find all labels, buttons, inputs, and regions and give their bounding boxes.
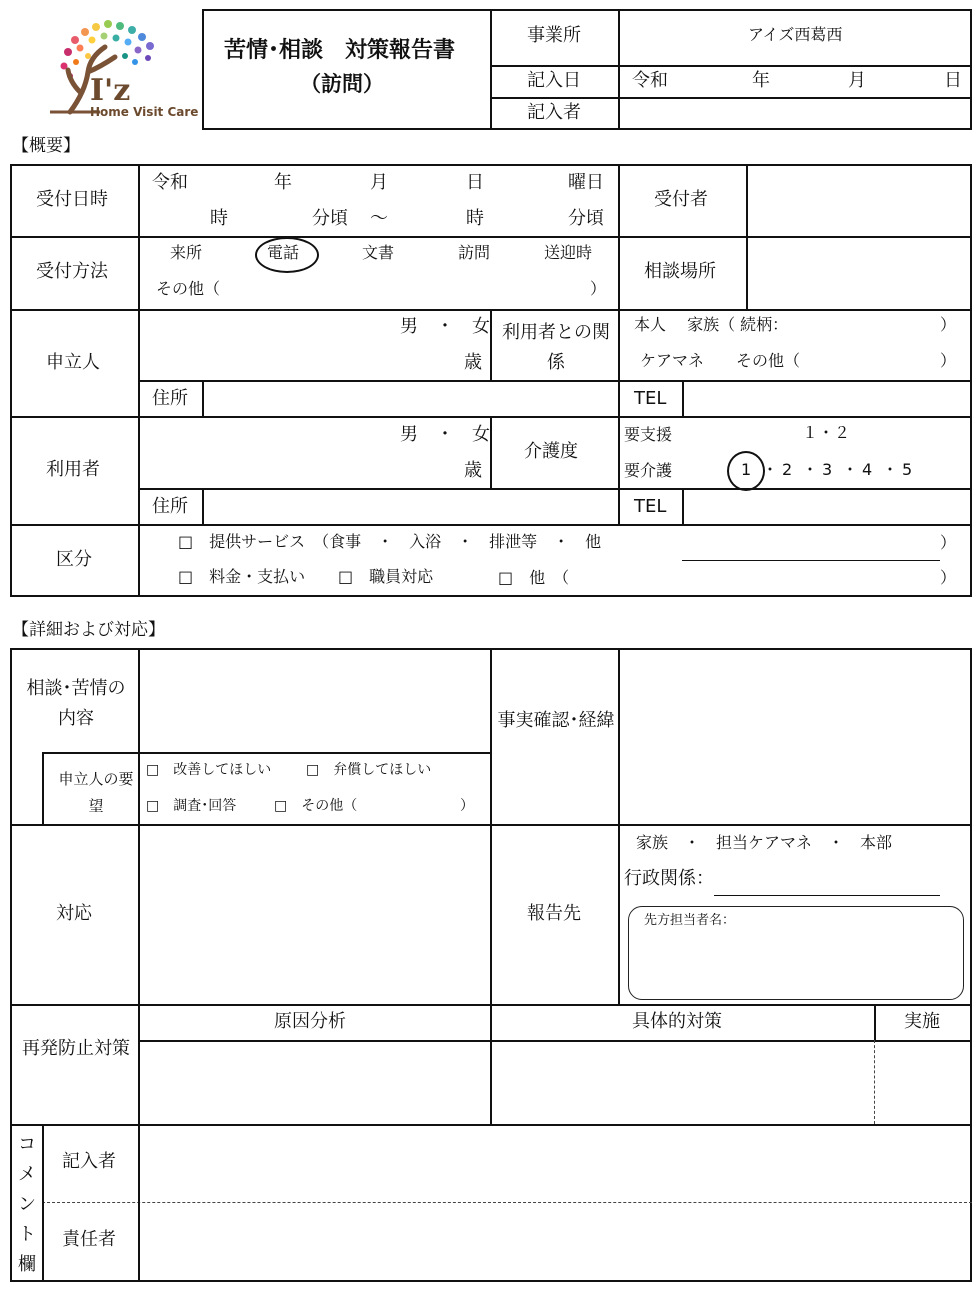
detail-section-label: 【詳細および対応】 xyxy=(12,620,165,640)
report-to-label: 報告先 xyxy=(527,903,581,924)
relation-option-self-family[interactable]: 本人 家族（ 続柄： xyxy=(634,315,789,334)
method-document[interactable]: 文書 xyxy=(362,243,395,262)
reception-method-label: 受付方法 xyxy=(36,261,108,282)
method-phone[interactable]: 電話 xyxy=(267,243,300,262)
user-tel-field[interactable] xyxy=(686,492,968,522)
reception-tilde: ～ xyxy=(370,208,388,229)
response-field[interactable] xyxy=(142,828,488,1002)
applicant-address-field[interactable] xyxy=(206,384,616,414)
care-level-selected-circle xyxy=(727,451,765,491)
applicant-label: 申立人 xyxy=(46,352,100,373)
writer-field[interactable] xyxy=(622,99,970,128)
applicant-gender[interactable]: 男 ・ 女 xyxy=(400,316,490,337)
reception-hour2: 時 xyxy=(466,208,484,229)
request-improve[interactable]: □ 改善してほしい xyxy=(146,762,272,778)
implement-field[interactable] xyxy=(878,1044,968,1122)
reception-minute: 分頃 xyxy=(312,208,348,229)
user-address-label: 住所 xyxy=(152,496,188,517)
relation-label xyxy=(496,318,616,378)
method-other-close: ） xyxy=(590,279,607,298)
measures-label: 具体的対策 xyxy=(632,1011,722,1032)
entry-date-day: 日 xyxy=(944,70,962,91)
care-level-2[interactable]: 2 xyxy=(782,460,793,479)
facts-label xyxy=(496,706,616,736)
comment-manager-label: 責任者 xyxy=(62,1229,116,1250)
contact-person-label: 先方担当者名： xyxy=(644,913,736,928)
admin-label: 行政関係： xyxy=(624,868,714,889)
reception-day: 日 xyxy=(466,172,484,193)
reception-minute2: 分頃 xyxy=(568,208,604,229)
applicant-request-label xyxy=(58,766,134,820)
office-value: アイズ西葛西 xyxy=(748,25,843,44)
writer-label: 記入者 xyxy=(527,102,581,123)
entry-date-label: 記入日 xyxy=(527,70,581,91)
relation-close-2: ） xyxy=(940,351,957,370)
office-label: 事業所 xyxy=(527,25,581,46)
reception-weekday: 曜日 xyxy=(568,172,604,193)
user-address-field[interactable] xyxy=(206,492,616,522)
care-level-sep1: ・ xyxy=(762,460,779,479)
category-other-close: ） xyxy=(940,568,957,587)
complaint-content-label xyxy=(18,674,134,734)
category-service[interactable]: □ 提供サービス （食事 ・ 入浴 ・ 排泄等 ・ 他 xyxy=(178,532,602,551)
applicant-name-field[interactable] xyxy=(142,313,392,377)
applicant-tel-label: TEL xyxy=(634,388,667,409)
facts-field[interactable] xyxy=(622,652,968,822)
logo xyxy=(30,12,199,122)
request-investigate[interactable]: □ 調査･回答 xyxy=(146,798,237,814)
document-title-sub: （訪問） xyxy=(300,72,384,96)
receiver-label: 受付者 xyxy=(654,189,708,210)
comment-manager-field[interactable] xyxy=(142,1206,968,1280)
logo-subtitle: Home Visit Care xyxy=(90,105,199,119)
applicant-tel-field[interactable] xyxy=(686,384,968,414)
user-tel-label: TEL xyxy=(634,496,667,517)
reception-datetime-label: 受付日時 xyxy=(36,189,108,210)
method-pickup[interactable]: 送迎時 xyxy=(544,243,593,262)
facts-label-text: 事実確認･経緯 xyxy=(497,710,615,731)
category-label: 区分 xyxy=(56,549,92,570)
comment-writer-label: 記入者 xyxy=(62,1151,116,1172)
user-age: 歳 xyxy=(464,460,482,481)
care-level-4[interactable]: 4 xyxy=(862,460,873,479)
comment-label-text: コメント欄 xyxy=(18,1134,36,1275)
care-label: 要介護 xyxy=(624,461,673,480)
comment-label xyxy=(14,1130,40,1280)
entry-date-era: 令和 xyxy=(632,70,668,91)
care-level-label: 介護度 xyxy=(524,441,578,462)
document-title: 苦情･相談 対策報告書 xyxy=(224,38,456,63)
category-other[interactable]: □ 他 （ xyxy=(498,568,570,587)
comment-writer-field[interactable] xyxy=(142,1128,968,1200)
user-name-field[interactable] xyxy=(142,420,392,484)
applicant-address-label: 住所 xyxy=(152,388,188,409)
relation-option-caremanager-other[interactable]: ケアマネ その他（ xyxy=(640,351,801,370)
report-options[interactable]: 家族 ・ 担当ケアマネ ・ 本部 xyxy=(636,833,893,852)
applicant-request-label-text: 申立人の要望 xyxy=(58,770,134,815)
cause-analysis-field[interactable] xyxy=(142,1044,488,1122)
care-level-3[interactable]: 3 xyxy=(822,460,833,479)
request-other[interactable]: □ その他（ xyxy=(274,798,358,814)
response-label: 対応 xyxy=(56,903,92,924)
admin-underline[interactable] xyxy=(714,895,940,896)
user-gender[interactable]: 男 ・ 女 xyxy=(400,424,490,445)
request-other-close: ） xyxy=(460,798,474,814)
complaint-content-field[interactable] xyxy=(142,652,488,750)
support-levels[interactable]: １・２ xyxy=(802,423,851,442)
applicant-age: 歳 xyxy=(464,352,482,373)
implement-label: 実施 xyxy=(904,1011,940,1032)
relation-label-text: 利用者との関係 xyxy=(502,322,610,373)
care-level-sep2: ・ xyxy=(802,460,819,479)
user-label: 利用者 xyxy=(46,459,100,480)
entry-date-month: 月 xyxy=(848,70,866,91)
method-home-visit[interactable]: 訪問 xyxy=(458,243,491,262)
entry-date-year: 年 xyxy=(752,70,770,91)
method-visit-office[interactable]: 来所 xyxy=(170,243,203,262)
reception-month: 月 xyxy=(370,172,388,193)
consult-place-label: 相談場所 xyxy=(644,261,716,282)
prevention-label xyxy=(18,1034,134,1064)
care-level-sep4: ・ xyxy=(882,460,899,479)
reception-hour: 時 xyxy=(210,208,228,229)
care-level-5[interactable]: 5 xyxy=(902,460,913,479)
support-label: 要支援 xyxy=(624,425,673,444)
receiver-field[interactable] xyxy=(750,168,968,234)
care-level-sep3: ・ xyxy=(842,460,859,479)
request-compensate[interactable]: □ 弁償してほしい xyxy=(306,762,432,778)
cause-analysis-label: 原因分析 xyxy=(274,1011,346,1032)
method-other[interactable]: その他（ xyxy=(156,279,221,298)
care-level-1[interactable]: 1 xyxy=(741,460,752,479)
category-staff[interactable]: □ 職員対応 xyxy=(338,567,434,586)
category-service-underline xyxy=(682,560,940,561)
reception-year: 年 xyxy=(274,172,292,193)
category-service-close: ） xyxy=(940,533,957,552)
relation-close-1: ） xyxy=(940,315,957,334)
category-fee[interactable]: □ 料金・支払い xyxy=(178,567,306,586)
measures-field[interactable] xyxy=(494,1044,872,1122)
complaint-content-label-text: 相談･苦情の内容 xyxy=(26,678,126,729)
logo-text: I'z xyxy=(90,73,131,108)
method-phone-selected-circle xyxy=(255,237,319,273)
prevention-label-text: 再発防止対策 xyxy=(22,1038,130,1059)
reception-era: 令和 xyxy=(152,172,188,193)
overview-section-label: 【概要】 xyxy=(12,136,80,156)
consult-place-field[interactable] xyxy=(750,240,968,306)
